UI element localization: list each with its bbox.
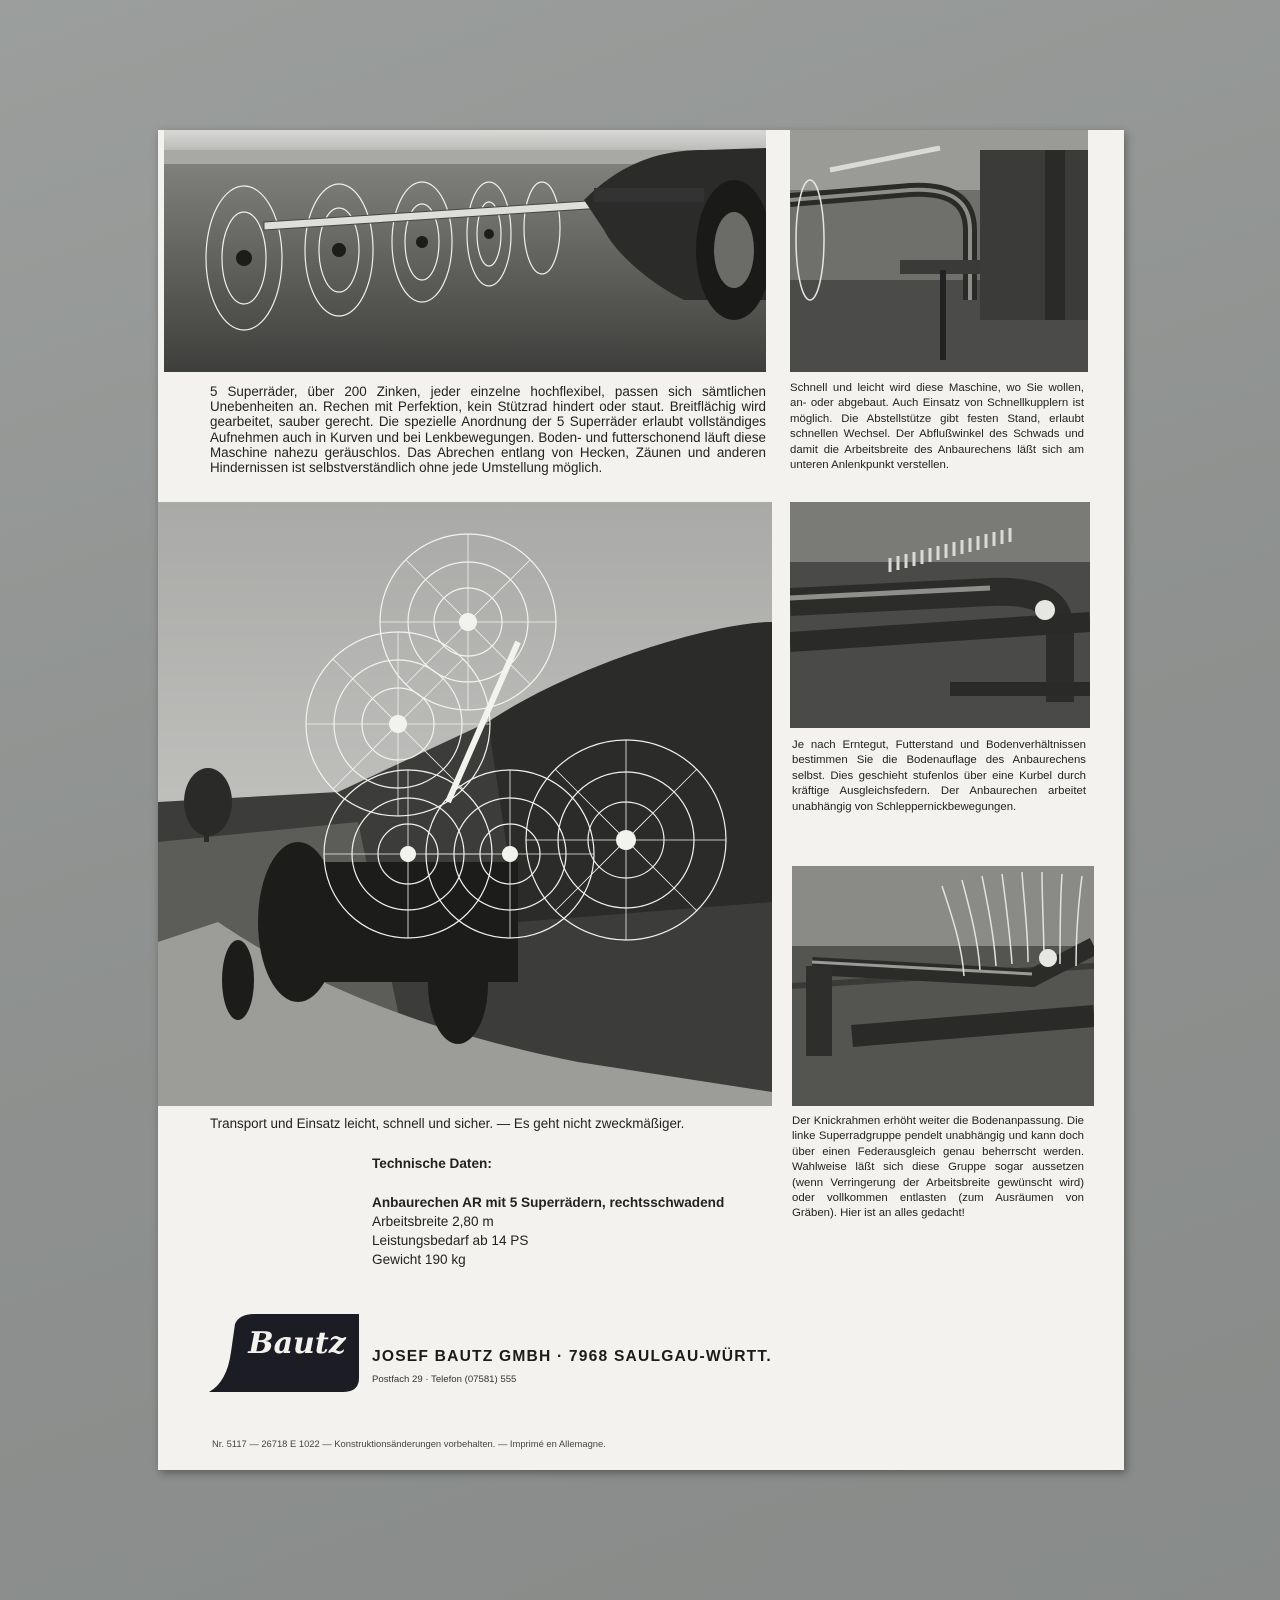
intro-text: 5 Superräder, über 200 Zinken, jeder einzelne hochflexibel, passen sich sämtlichen Unebenheiten an. Rechen mit Perfektion, kein Stützrad hindert oder staut. Breitflächig wird gearbeitet, sauber gerecht. Die spezielle Anordnung der 5 Superräder erlaubt vollständiges Aufnehmen auch in Kurven und bei Lenkbewegungen. Boden- und futterschonend läuft diese Maschine nahezu geräuschlos. Das Abrechen entlang von Hecken, Zäunen und anderen Hindernissen ist selbstverständlich ohne jede Umstellung möglich. [210, 384, 766, 476]
photo-rake-field [164, 130, 766, 372]
logo-wordmark: Bautz [248, 1326, 346, 1361]
tech-model: Anbaurechen AR mit 5 Superrädern, rechtsschwadend [372, 1195, 725, 1210]
transport-caption: Transport und Einsatz leicht, schnell und sicher. — Es geht nicht zweckmäßiger. [210, 1116, 685, 1131]
bautz-logo [209, 1312, 359, 1394]
tech-title: Technische Daten: [372, 1156, 492, 1171]
photo-transport [158, 502, 772, 1106]
company-address: Postfach 29 · Telefon (07581) 555 [372, 1374, 517, 1385]
photo-knick-frame [792, 866, 1094, 1106]
photo-crank-spring [790, 502, 1090, 728]
tech-spec-weight: Gewicht 190 kg [372, 1252, 466, 1267]
footer-note: Nr. 5117 — 26718 E 1022 — Konstruktionsänderungen vorbehalten. — Imprimé en Allemagne. [212, 1438, 606, 1449]
hitch-text: Schnell und leicht wird diese Maschine, wo Sie wollen, an- oder abgebaut. Auch Einsatz von Schnellkupplern ist möglich. Die Abstellstütze gibt festen Stand, erlaubt schnellen Wechsel. Der Abflußwinkel des Schwads und damit die Arbeitsbreite des Anbaurechens läßt sich am unteren Anlenkpunkt verstellen. [790, 382, 1084, 472]
tech-spec-power: Leistungsbedarf ab 14 PS [372, 1233, 529, 1248]
photo-hitch [790, 130, 1088, 372]
knick-frame-text: Der Knickrahmen erhöht weiter die Bodenanpassung. Die linke Superradgruppe pendelt unabhängig und kann doch über einen Federausgleich genau beherrscht werden. Wahlweise läßt sich diese Gruppe sogar aussetzen (wenn Verringerung der Arbeitsbreite gewünscht wird) oder vollkommen entlasten (zum Ausräumen von Gräben). Hier ist an alles gedacht! [792, 1115, 1084, 1220]
crank-text: Je nach Erntegut, Futterstand und Bodenverhältnissen bestimmen Sie die Bodenauflage des Anbaurechens selbst. Dies geschieht stufenlos über eine Kurbel durch kräftige Ausgleichsfedern. Der Anbaurechen arbeitet unabhängig von Schleppernickbewegungen. [792, 739, 1086, 813]
company-name: JOSEF BAUTZ GMBH · 7968 SAULGAU-WÜRTT. [372, 1348, 772, 1365]
technical-data [372, 1154, 772, 1269]
tech-spec-width: Arbeitsbreite 2,80 m [372, 1214, 494, 1229]
brochure-page [158, 130, 1124, 1470]
